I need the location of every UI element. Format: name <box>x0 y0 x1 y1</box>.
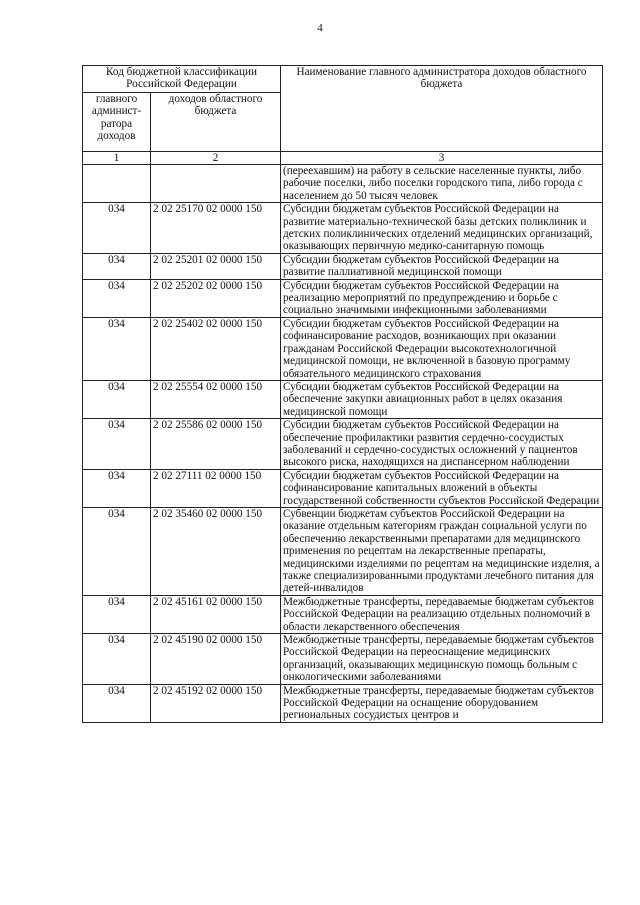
revenue-code-cell: 2 02 27111 02 0000 150 <box>151 469 281 507</box>
revenue-name-cell: Межбюджетные трансферты, передаваемые бюджетам субъектов Российской Федерации на реализацию отдельных полномочий в области лекарственного обеспечения <box>281 595 603 633</box>
table-row <box>83 279 603 317</box>
header-classification-code: Код бюджетной классификации Российской Федерации <box>83 66 281 93</box>
header-regional-revenue: доходов областного бюджета <box>151 93 281 152</box>
administrator-code-cell: 034 <box>83 253 151 279</box>
header-administrator-name: Наименование главного администратора доходов областного бюджета <box>281 66 603 152</box>
revenue-code-cell: 2 02 45190 02 0000 150 <box>151 634 281 685</box>
revenue-code-cell <box>151 165 281 203</box>
revenue-code-cell: 2 02 25402 02 0000 150 <box>151 317 281 380</box>
revenue-code-cell: 2 02 25201 02 0000 150 <box>151 253 281 279</box>
header-col-number: 1 <box>83 152 151 165</box>
administrator-code-cell: 034 <box>83 507 151 595</box>
table-row <box>83 317 603 380</box>
administrator-code-cell: 034 <box>83 634 151 685</box>
administrator-code-cell: 034 <box>83 684 151 722</box>
revenue-code-cell: 2 02 25554 02 0000 150 <box>151 380 281 418</box>
table-row <box>83 507 603 595</box>
administrator-code-cell: 034 <box>83 380 151 418</box>
revenue-name-cell: (переехавшим) на работу в сельские населенные пункты, либо рабочие поселки, либо поселки городского типа, либо города с населением до 50 тысяч человек <box>281 165 603 203</box>
table-row <box>83 203 603 254</box>
revenue-code-cell: 2 02 35460 02 0000 150 <box>151 507 281 595</box>
table-row <box>83 253 603 279</box>
revenue-code-cell: 2 02 25586 02 0000 150 <box>151 419 281 470</box>
table-row <box>83 595 603 633</box>
header-col-number: 3 <box>281 152 603 165</box>
administrator-code-cell <box>83 165 151 203</box>
revenue-name-cell: Субсидии бюджетам субъектов Российской Федерации на развитие материально-технической базы детских поликлиник и детских поликлинических отделений медицинских организаций, оказывающих первичную медико-санитарную помощь <box>281 203 603 254</box>
revenue-name-cell: Субвенции бюджетам субъектов Российской Федерации на оказание отдельным категориям граждан социальной услуги по обеспечению лекарственными препаратами для медицинского применения по рецептам на лекарственные препараты, медицинскими изделиями по рецептам на медицинские изделия, а также специализированными продуктами лечебного питания для детей-инвалидов <box>281 507 603 595</box>
header-main-administrator: главного админист- ратора доходов <box>83 93 151 152</box>
revenue-name-cell: Субсидии бюджетам субъектов Российской Федерации на обеспечение закупки авиационных работ в целях оказания медицинской помощи <box>281 380 603 418</box>
table-body <box>83 165 603 723</box>
header-col-number: 2 <box>151 152 281 165</box>
revenue-code-cell: 2 02 45192 02 0000 150 <box>151 684 281 722</box>
administrator-code-cell: 034 <box>83 419 151 470</box>
revenue-name-cell: Субсидии бюджетам субъектов Российской Федерации на обеспечение профилактики развития сердечно-сосудистых заболеваний и сердечно-сосудистых осложнений у пациентов высокого риска, находящихся на диспансерном наблюдении <box>281 419 603 470</box>
page-number: 4 <box>317 22 323 34</box>
table-row <box>83 684 603 722</box>
table-row <box>83 634 603 685</box>
table-row <box>83 380 603 418</box>
administrator-code-cell: 034 <box>83 469 151 507</box>
revenue-name-cell: Субсидии бюджетам субъектов Российской Федерации на развитие паллиативной медицинской помощи <box>281 253 603 279</box>
administrator-code-cell: 034 <box>83 595 151 633</box>
revenue-code-cell: 2 02 25170 02 0000 150 <box>151 203 281 254</box>
revenue-name-cell: Межбюджетные трансферты, передаваемые бюджетам субъектов Российской Федерации на оснащение оборудованием региональных сосудистых центров и <box>281 684 603 722</box>
revenue-code-cell: 2 02 25202 02 0000 150 <box>151 279 281 317</box>
table-row <box>83 469 603 507</box>
administrator-code-cell: 034 <box>83 203 151 254</box>
revenue-name-cell: Субсидии бюджетам субъектов Российской Федерации на софинансирование капитальных вложений в объекты государственной собственности субъектов Российской Федерации <box>281 469 603 507</box>
revenue-name-cell: Межбюджетные трансферты, передаваемые бюджетам субъектов Российской Федерации на переоснащение медицинских организаций, оказывающих медицинскую помощь больным с онкологическими заболеваниями <box>281 634 603 685</box>
budget-classification-table <box>82 65 603 723</box>
administrator-code-cell: 034 <box>83 279 151 317</box>
revenue-name-cell: Субсидии бюджетам субъектов Российской Федерации на реализацию мероприятий по предупреждению и борьбе с социально значимыми инфекционными заболеваниями <box>281 279 603 317</box>
administrator-code-cell: 034 <box>83 317 151 380</box>
revenue-code-cell: 2 02 45161 02 0000 150 <box>151 595 281 633</box>
table-row <box>83 165 603 203</box>
revenue-name-cell: Субсидии бюджетам субъектов Российской Федерации на софинансирование расходов, возникающих при оказании гражданам Российской Федерации высокотехнологичной медицинской помощи, не включенной в базовую программу обязательного медицинского страхования <box>281 317 603 380</box>
table-row <box>83 419 603 470</box>
